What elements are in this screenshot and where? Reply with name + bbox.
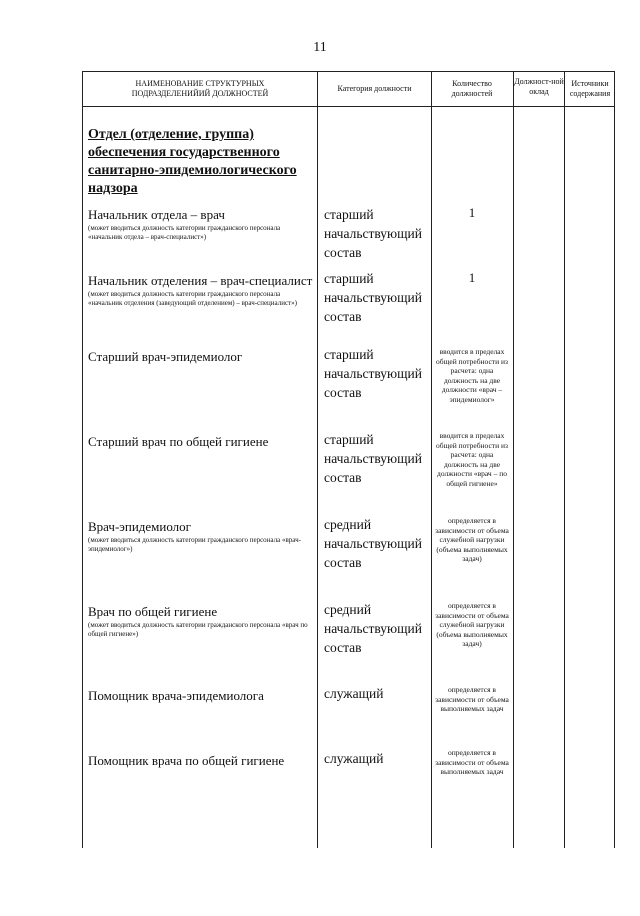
position-category: старший начальствующий состав — [324, 347, 422, 400]
header-funding-source: Источники содержания — [569, 79, 611, 98]
position-name — [88, 348, 316, 365]
header-category: Категория должности — [337, 84, 412, 93]
column-divider — [317, 71, 318, 848]
position-quantity: определяется в зависимости от объема выполняемых задач — [435, 748, 509, 776]
position-title: Начальник отдела – врач — [88, 207, 225, 222]
position-quantity: вводится в пределах общей потребности из расчета: одна должность на две должности «врач – по общей гигиене» — [436, 431, 508, 488]
header-quantity: Количество должностей — [451, 79, 493, 98]
position-title: Помощник врача по общей гигиене — [88, 753, 285, 768]
position-note: (может вводиться должность категории гражданского персонала «начальник отделения (заведующий отделением) – врач-специалист») — [88, 290, 297, 307]
position-note: (может вводиться должность категории гражданского персонала «врач по общей гигиене») — [88, 621, 308, 638]
position-title: Начальник отделения – врач-специалист — [88, 273, 313, 288]
header-salary: Должност-ной оклад — [514, 77, 564, 96]
page-number: 11 — [313, 40, 327, 55]
header-structural-units: НАИМЕНОВАНИЕ СТРУКТУРНЫХ ПОДРАЗДЕЛЕНИЙИЙ ДОЛЖНОСТЕЙ — [131, 79, 269, 98]
position-category: средний начальствующий состав — [324, 517, 422, 570]
position-name — [88, 433, 316, 450]
position-title: Старший врач по общей гигиене — [88, 434, 269, 449]
position-quantity: определяется в зависимости от объема выполняемых задач — [435, 685, 509, 713]
header-bottom-border — [82, 106, 615, 107]
section-title: Отдел (отделение, группа) обеспечения государственного санитарно-эпидемиологического надзора — [88, 127, 297, 196]
position-name — [88, 518, 316, 554]
position-title: Врач-эпидемиолог — [88, 519, 191, 534]
position-category: старший начальствующий состав — [324, 207, 422, 260]
position-quantity: вводится в пределах общей потребности из расчета: одна должность на две должности «врач – эпидемиолог» — [436, 347, 508, 404]
position-title: Старший врач-эпидемиолог — [88, 349, 243, 364]
position-name — [88, 272, 316, 308]
position-title: Врач по общей гигиене — [88, 604, 218, 619]
position-quantity: 1 — [468, 270, 476, 285]
position-name — [88, 752, 316, 769]
position-category: служащий — [324, 751, 384, 766]
position-name — [88, 603, 316, 639]
position-note: (может вводиться должность категории гражданского персонала «врач-эпидемиолог») — [88, 536, 301, 553]
column-divider — [431, 71, 432, 848]
position-category: старший начальствующий состав — [324, 271, 422, 324]
position-note: (может вводиться должность категории гражданского персонала «начальник отдела – врач-специалист») — [88, 224, 281, 241]
position-category: старший начальствующий состав — [324, 432, 422, 485]
position-quantity: определяется в зависимости от объема служебной нагрузки (объема выполняемых задач) — [435, 516, 509, 563]
position-quantity: определяется в зависимости от объема служебной нагрузки (объема выполняемых задач) — [435, 601, 509, 648]
position-name — [88, 687, 316, 704]
column-divider — [82, 71, 83, 848]
column-divider — [614, 71, 615, 848]
column-divider — [513, 71, 514, 848]
position-name — [88, 206, 316, 242]
position-title: Помощник врача-эпидемиолога — [88, 688, 264, 703]
position-category: служащий — [324, 686, 384, 701]
position-category: средний начальствующий состав — [324, 602, 422, 655]
column-divider — [564, 71, 565, 848]
position-quantity: 1 — [468, 205, 476, 220]
